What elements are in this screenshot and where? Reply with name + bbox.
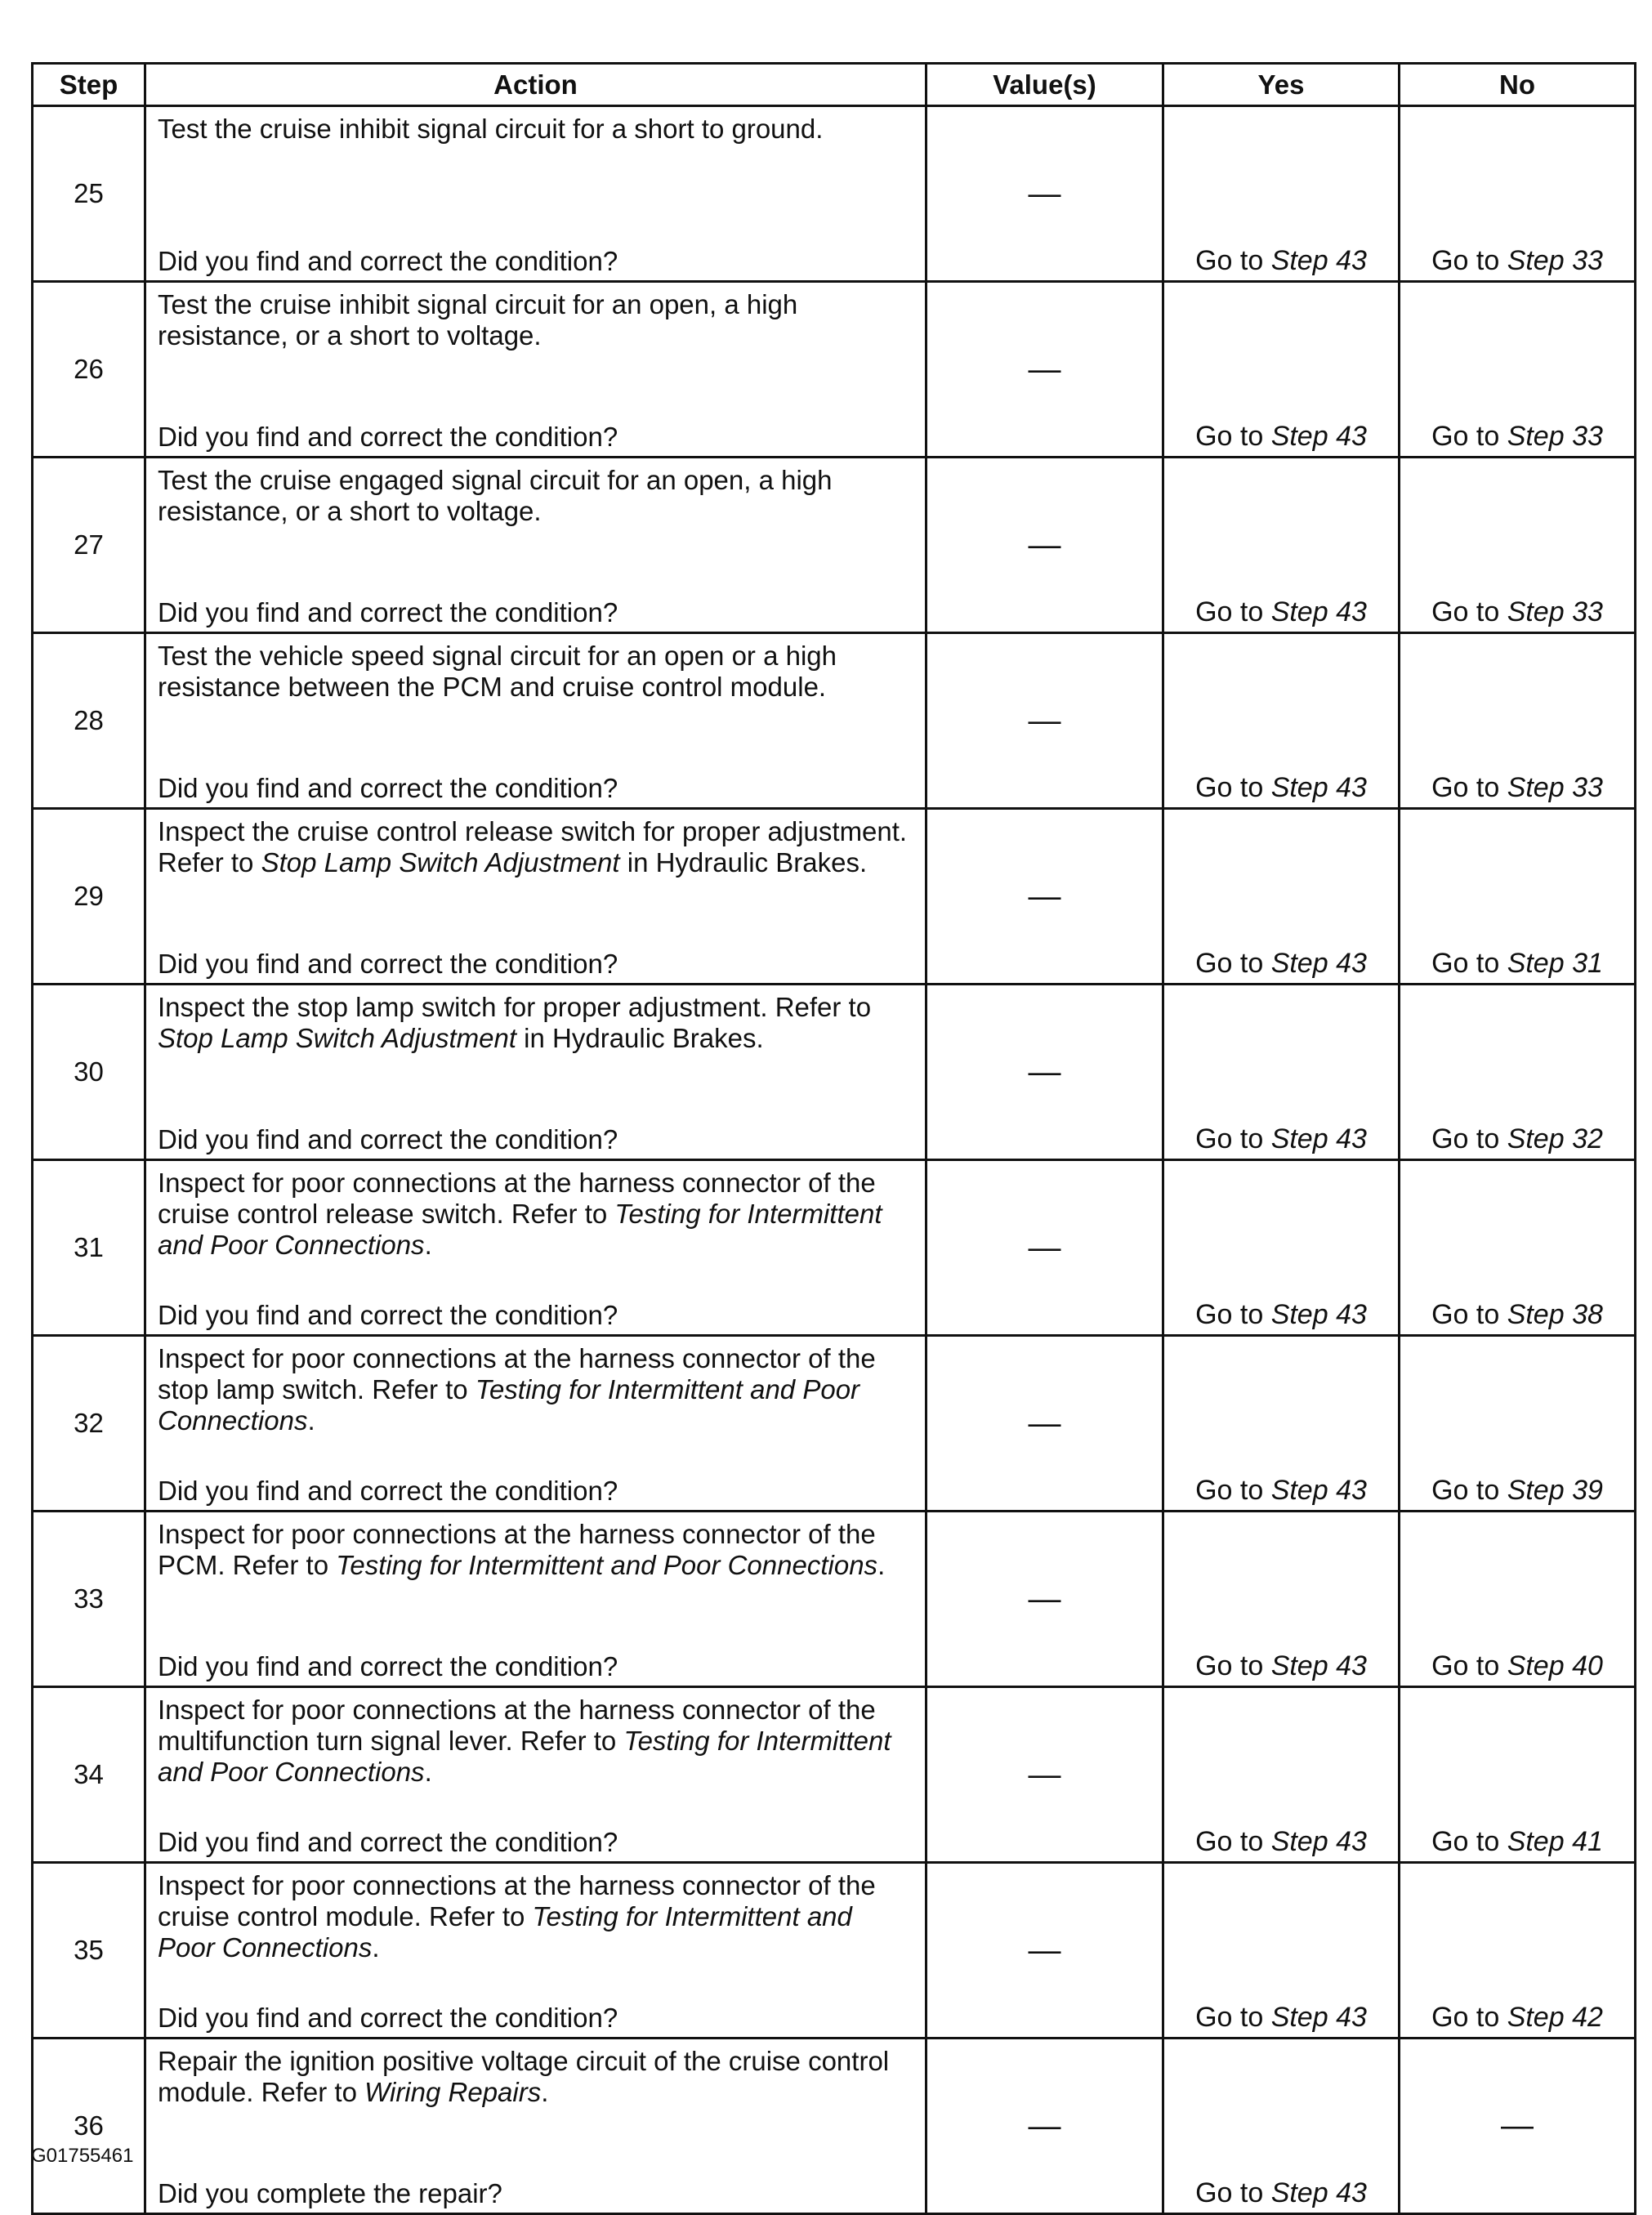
table-row: [33, 458, 1636, 633]
no-goto-step: Step 33: [1507, 245, 1603, 276]
value-cell: —: [926, 2039, 1163, 2214]
action-instruction-end: .: [372, 1932, 380, 1963]
yes-goto-step: Step 43: [1270, 1475, 1367, 1506]
yes-cell: [1163, 1863, 1400, 2039]
action-question: Did you find and correct the condition?: [158, 246, 618, 276]
no-goto-prefix: Go to: [1431, 1299, 1507, 1330]
action-question: Did you find and correct the condition?: [158, 422, 618, 452]
action-reference: Testing for Intermittent and Poor Connections: [158, 1901, 852, 1963]
yes-goto-step: Step 43: [1270, 421, 1367, 452]
diagnostic-steps-table: [31, 62, 1636, 2215]
no-cell: [1400, 633, 1636, 809]
yes-goto: [1164, 2001, 1398, 2034]
yes-goto-prefix: Go to: [1195, 1299, 1271, 1330]
action-question: Did you find and correct the condition?: [158, 2003, 618, 2033]
no-cell: [1400, 282, 1636, 458]
yes-cell: [1163, 458, 1400, 633]
action-question: Did you find and correct the condition?: [158, 1300, 618, 1330]
action-instruction-end: .: [877, 1550, 886, 1580]
no-goto-prefix: Go to: [1431, 596, 1507, 627]
no-goto: [1400, 947, 1634, 980]
yes-goto: [1164, 596, 1398, 628]
yes-goto-step: Step 43: [1270, 596, 1367, 627]
yes-goto: [1164, 1474, 1398, 1507]
no-goto-step: Step 33: [1507, 421, 1603, 452]
no-goto: [1400, 1650, 1634, 1682]
action-instruction-end: .: [424, 1757, 432, 1787]
yes-cell: [1163, 1687, 1400, 1863]
step-number: 32: [33, 1336, 145, 1512]
value-cell: —: [926, 1336, 1163, 1512]
action-reference: Stop Lamp Switch Adjustment: [158, 1023, 516, 1053]
step-number: 33: [33, 1512, 145, 1687]
action-question: Did you find and correct the condition?: [158, 773, 618, 803]
header-no: No: [1400, 64, 1636, 106]
action-text: [158, 1168, 913, 1261]
yes-goto-step: Step 43: [1270, 245, 1367, 276]
no-goto-step: Step 38: [1507, 1299, 1603, 1330]
yes-goto-prefix: Go to: [1195, 2177, 1271, 2208]
no-cell: [1400, 1336, 1636, 1512]
yes-goto-prefix: Go to: [1195, 596, 1271, 627]
header-action: Action: [145, 64, 926, 106]
action-question: Did you find and correct the condition?: [158, 949, 618, 979]
yes-goto-prefix: Go to: [1195, 1123, 1271, 1154]
diagnostic-table-page: [31, 62, 1634, 2215]
value-cell: —: [926, 985, 1163, 1160]
action-cell: [145, 1863, 926, 2039]
yes-goto-prefix: Go to: [1195, 1826, 1271, 1857]
action-instruction: Inspect for poor connections at the harness connector of the multifunction turn signal lever. Refer to: [158, 1695, 876, 1756]
action-cell: [145, 809, 926, 985]
yes-cell: [1163, 633, 1400, 809]
value-cell: —: [926, 633, 1163, 809]
yes-goto-prefix: Go to: [1195, 1475, 1271, 1506]
value-cell: —: [926, 458, 1163, 633]
table-row: [33, 282, 1636, 458]
action-cell: [145, 2039, 926, 2214]
action-instruction: Inspect for poor connections at the harness connector of the cruise control release switch. Refer to: [158, 1168, 876, 1229]
action-cell: [145, 1512, 926, 1687]
table-row: [33, 1512, 1636, 1687]
yes-cell: [1163, 809, 1400, 985]
action-question: Did you complete the repair?: [158, 2178, 502, 2208]
step-number: 31: [33, 1160, 145, 1336]
table-row: [33, 985, 1636, 1160]
no-goto-step: Step 32: [1507, 1123, 1603, 1154]
action-cell: [145, 985, 926, 1160]
yes-goto-step: Step 43: [1270, 1650, 1367, 1681]
no-goto: [1400, 420, 1634, 453]
no-goto-step: Step 31: [1507, 948, 1603, 979]
table-row: [33, 2039, 1636, 2214]
action-text: [158, 1870, 913, 1963]
action-cell: [145, 282, 926, 458]
no-goto-step: Step 40: [1507, 1650, 1603, 1681]
step-number: 30: [33, 985, 145, 1160]
yes-cell: [1163, 1160, 1400, 1336]
no-goto-step: Step 39: [1507, 1475, 1603, 1506]
action-cell: [145, 1336, 926, 1512]
action-reference: Stop Lamp Switch Adjustment: [261, 847, 620, 878]
action-instruction: Inspect the cruise control release switch for proper adjustment. Refer to: [158, 816, 908, 878]
action-cell: [145, 458, 926, 633]
action-text: [158, 289, 913, 351]
figure-id: G01755461: [31, 2145, 134, 2167]
no-goto-prefix: Go to: [1431, 2002, 1507, 2033]
action-reference: Testing for Intermittent and Poor Connections: [158, 1199, 882, 1260]
no-cell: [1400, 1512, 1636, 1687]
action-question: Did you find and correct the condition?: [158, 1827, 618, 1857]
no-dash: —: [1501, 2107, 1534, 2144]
table-row: [33, 1160, 1636, 1336]
table-row: [33, 106, 1636, 282]
action-text: [158, 1519, 913, 1581]
step-number: 28: [33, 633, 145, 809]
yes-goto-prefix: Go to: [1195, 245, 1271, 276]
step-number: 29: [33, 809, 145, 985]
yes-cell: [1163, 2039, 1400, 2214]
action-reference: Testing for Intermittent and Poor Connections: [336, 1550, 878, 1580]
action-reference: Testing for Intermittent and Poor Connections: [158, 1374, 860, 1436]
no-goto: [1400, 1298, 1634, 1331]
table-row: [33, 809, 1636, 985]
yes-cell: [1163, 282, 1400, 458]
no-goto-prefix: Go to: [1431, 1123, 1507, 1154]
no-cell: [1400, 458, 1636, 633]
no-goto-step: Step 41: [1507, 1826, 1603, 1857]
yes-goto: [1164, 2177, 1398, 2209]
no-cell: [1400, 1863, 1636, 2039]
yes-goto-step: Step 43: [1270, 1826, 1367, 1857]
yes-goto: [1164, 420, 1398, 453]
action-question: Did you find and correct the condition?: [158, 1476, 618, 1506]
no-goto: [1400, 1123, 1634, 1155]
yes-goto-step: Step 43: [1270, 772, 1367, 803]
value-cell: —: [926, 1160, 1163, 1336]
yes-goto-step: Step 43: [1270, 948, 1367, 979]
action-instruction-end: .: [424, 1230, 432, 1260]
step-number: 25: [33, 106, 145, 282]
action-instruction: Test the vehicle speed signal circuit for an open or a high resistance between the PCM and cruise control module.: [158, 641, 837, 702]
table-row: [33, 1336, 1636, 1512]
no-goto: [1400, 771, 1634, 804]
action-text: [158, 1695, 913, 1788]
action-text: [158, 816, 913, 878]
yes-goto-prefix: Go to: [1195, 948, 1271, 979]
action-text: [158, 114, 913, 145]
action-cell: [145, 106, 926, 282]
yes-goto-prefix: Go to: [1195, 772, 1271, 803]
header-step: Step: [33, 64, 145, 106]
no-cell: [1400, 1687, 1636, 1863]
step-number: 34: [33, 1687, 145, 1863]
action-instruction: Inspect for poor connections at the harness connector of the PCM. Refer to: [158, 1519, 876, 1580]
action-text: [158, 2046, 913, 2108]
value-cell: —: [926, 1863, 1163, 2039]
action-instruction: Test the cruise inhibit signal circuit for a short to ground.: [158, 114, 824, 144]
action-instruction: Inspect the stop lamp switch for proper adjustment. Refer to: [158, 992, 872, 1022]
no-goto: [1400, 244, 1634, 277]
yes-goto-step: Step 43: [1270, 2177, 1367, 2208]
header-values: Value(s): [926, 64, 1163, 106]
action-question: Did you find and correct the condition?: [158, 1651, 618, 1681]
yes-goto-prefix: Go to: [1195, 421, 1271, 452]
action-text: [158, 465, 913, 527]
step-number: 36: [33, 2039, 145, 2214]
no-cell: [1400, 2039, 1636, 2214]
action-reference: Testing for Intermittent and Poor Connections: [158, 1726, 891, 1787]
table-row: [33, 1687, 1636, 1863]
table-row: [33, 633, 1636, 809]
step-number: 35: [33, 1863, 145, 2039]
action-instruction: Test the cruise engaged signal circuit for an open, a high resistance, or a short to voltage.: [158, 465, 833, 526]
action-instruction: Test the cruise inhibit signal circuit for an open, a high resistance, or a short to voltage.: [158, 289, 798, 351]
value-cell: —: [926, 106, 1163, 282]
action-cell: [145, 1160, 926, 1336]
value-cell: —: [926, 809, 1163, 985]
no-cell: [1400, 1160, 1636, 1336]
table-body: [33, 106, 1636, 2214]
no-goto-prefix: Go to: [1431, 1475, 1507, 1506]
no-goto-step: Step 33: [1507, 596, 1603, 627]
no-cell: [1400, 106, 1636, 282]
table-header-row: [33, 64, 1636, 106]
no-goto-step: Step 42: [1507, 2002, 1603, 2033]
action-cell: [145, 1687, 926, 1863]
action-text: [158, 1343, 913, 1436]
step-number: 26: [33, 282, 145, 458]
no-goto: [1400, 2001, 1634, 2034]
yes-goto: [1164, 1123, 1398, 1155]
value-cell: —: [926, 1512, 1163, 1687]
action-instruction: Repair the ignition positive voltage circuit of the cruise control module. Refer to: [158, 2046, 890, 2107]
action-text: [158, 992, 913, 1054]
yes-cell: [1163, 1512, 1400, 1687]
action-instruction-end: in Hydraulic Brakes.: [516, 1023, 764, 1053]
yes-goto: [1164, 1650, 1398, 1682]
action-question: Did you find and correct the condition?: [158, 597, 618, 627]
no-goto: [1400, 1825, 1634, 1858]
yes-cell: [1163, 985, 1400, 1160]
action-instruction: Inspect for poor connections at the harness connector of the cruise control module. Refer to: [158, 1870, 876, 1931]
yes-goto-step: Step 43: [1270, 1299, 1367, 1330]
no-goto-prefix: Go to: [1431, 948, 1507, 979]
no-goto: [1400, 596, 1634, 628]
yes-goto-step: Step 43: [1270, 2002, 1367, 2033]
yes-goto-step: Step 43: [1270, 1123, 1367, 1154]
action-reference: Wiring Repairs: [364, 2077, 542, 2107]
action-instruction-end: in Hydraulic Brakes.: [619, 847, 868, 878]
yes-cell: [1163, 1336, 1400, 1512]
action-instruction-end: .: [307, 1405, 315, 1436]
header-yes: Yes: [1163, 64, 1400, 106]
action-instruction: Inspect for poor connections at the harness connector of the stop lamp switch. Refer to: [158, 1343, 876, 1404]
value-cell: —: [926, 1687, 1163, 1863]
no-goto-prefix: Go to: [1431, 245, 1507, 276]
no-goto-prefix: Go to: [1431, 421, 1507, 452]
action-text: [158, 641, 913, 703]
action-cell: [145, 633, 926, 809]
no-cell: [1400, 985, 1636, 1160]
step-number: 27: [33, 458, 145, 633]
no-goto-prefix: Go to: [1431, 1650, 1507, 1681]
no-goto-step: Step 33: [1507, 772, 1603, 803]
value-cell: —: [926, 282, 1163, 458]
yes-goto: [1164, 947, 1398, 980]
no-goto-prefix: Go to: [1431, 1826, 1507, 1857]
no-cell: [1400, 809, 1636, 985]
yes-goto: [1164, 771, 1398, 804]
yes-goto-prefix: Go to: [1195, 2002, 1271, 2033]
table-row: [33, 1863, 1636, 2039]
action-question: Did you find and correct the condition?: [158, 1124, 618, 1154]
yes-goto: [1164, 244, 1398, 277]
yes-goto: [1164, 1825, 1398, 1858]
yes-goto-prefix: Go to: [1195, 1650, 1271, 1681]
no-goto: [1400, 1474, 1634, 1507]
yes-cell: [1163, 106, 1400, 282]
no-goto-prefix: Go to: [1431, 772, 1507, 803]
action-instruction-end: .: [541, 2077, 549, 2107]
yes-goto: [1164, 1298, 1398, 1331]
